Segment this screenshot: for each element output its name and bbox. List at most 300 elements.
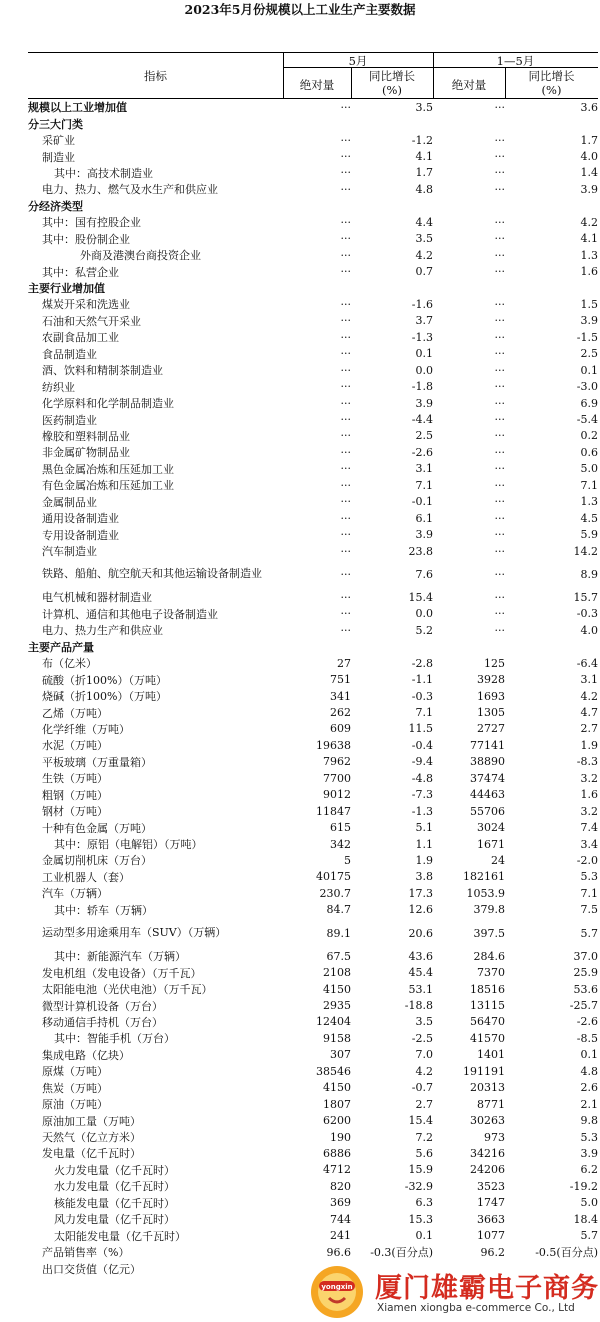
row-ytd-abs: 1693 [477, 689, 505, 703]
row-ytd-abs: 973 [484, 1130, 505, 1144]
row-ytd-yoy: 0.1 [580, 363, 598, 377]
row-may-yoy: -2.5 [411, 1031, 433, 1045]
row-ytd-yoy: 4.8 [580, 1064, 598, 1078]
table-row [28, 296, 598, 312]
row-indicator: 电气机械和器材制造业 [42, 591, 152, 605]
table-row [28, 411, 598, 427]
table-row [28, 477, 598, 493]
row-may-yoy: 4.8 [415, 182, 433, 196]
row-may-abs: 5 [344, 853, 351, 867]
row-indicator: 煤炭开采和洗选业 [42, 298, 130, 312]
row-indicator: 粗钢（万吨） [42, 788, 108, 802]
row-may-yoy: 4.1 [415, 150, 433, 164]
row-may-yoy: -32.9 [404, 1179, 433, 1193]
row-indicator: 专用设备制造业 [42, 528, 119, 542]
table-row [28, 964, 598, 980]
row-may-abs: 11847 [316, 804, 351, 818]
row-ytd-abs: ··· [494, 347, 505, 361]
header-divider-1 [283, 53, 284, 98]
row-ytd-yoy: 6.2 [580, 1163, 598, 1177]
table-row [28, 559, 598, 589]
row-ytd-yoy: 1.3 [580, 248, 598, 262]
row-ytd-abs: ··· [494, 248, 505, 262]
row-may-yoy: 15.4 [408, 1114, 433, 1128]
row-may-yoy: -1.3 [411, 330, 433, 344]
row-ytd-yoy: 4.2 [580, 689, 598, 703]
row-ytd-abs: 20313 [470, 1081, 505, 1095]
row-may-yoy: -1.2 [411, 133, 433, 147]
row-may-yoy: 3.5 [415, 232, 433, 246]
row-may-abs: 6886 [323, 1146, 351, 1160]
row-ytd-yoy: 5.7 [580, 1229, 598, 1243]
lion-mascot-icon [309, 1264, 365, 1320]
row-indicator: 有色金属冶炼和压延加工业 [42, 479, 174, 493]
row-may-yoy: -7.3 [411, 788, 433, 802]
row-indicator: 太阳能电池（光伏电池）（万千瓦） [42, 983, 213, 997]
section-header-row [28, 115, 598, 131]
row-ytd-yoy: 4.7 [580, 706, 598, 720]
table-top-rule [28, 52, 598, 53]
row-may-yoy [351, 280, 433, 296]
row-indicator: 平板玻璃（万重量箱） [42, 755, 152, 769]
header-period-may: 5月 [348, 54, 368, 68]
row-indicator: 出口交货值（亿元） [42, 1262, 141, 1276]
row-indicator: 原油（万吨） [42, 1098, 108, 1112]
table-row [28, 378, 598, 394]
row-indicator: 电力、热力生产和供应业 [42, 624, 163, 638]
row-ytd-abs: 77141 [470, 738, 505, 752]
table-row [28, 1227, 598, 1243]
row-may-abs: 6200 [323, 1114, 351, 1128]
table-row [28, 902, 598, 918]
row-indicator: 钢材（万吨） [42, 805, 108, 819]
row-may-abs: 27 [337, 656, 351, 670]
row-may-yoy: 15.9 [408, 1163, 433, 1177]
row-ytd-abs: 3663 [477, 1212, 505, 1226]
header-indicator: 指标 [144, 69, 167, 83]
row-ytd-yoy: 4.1 [580, 232, 598, 246]
row-ytd-yoy: -0.3 [576, 607, 598, 621]
row-may-abs: ··· [340, 363, 351, 377]
row-may-abs: ··· [340, 215, 351, 229]
row-may-yoy: -2.6 [411, 445, 433, 459]
table-row [28, 214, 598, 230]
row-ytd-yoy: 2.6 [580, 1081, 598, 1095]
row-may-abs: ··· [340, 182, 351, 196]
row-indicator: 微型计算机设备（万台） [42, 999, 163, 1013]
row-ytd-yoy: 0.2 [580, 429, 598, 443]
row-may-yoy: 0.1 [415, 347, 433, 361]
row-indicator: 规模以上工业增加值 [28, 101, 127, 115]
row-ytd-yoy: 5.3 [580, 870, 598, 884]
row-ytd-abs [433, 639, 505, 655]
row-indicator: 天然气（亿立方米） [42, 1131, 141, 1145]
table-row [28, 165, 598, 181]
table-row [28, 1129, 598, 1145]
row-ytd-abs: 24 [491, 853, 505, 867]
table-row [28, 1030, 598, 1046]
row-ytd-yoy: -19.2 [569, 1179, 598, 1193]
header-may-yoy-1: 同比增长 [369, 69, 415, 83]
row-ytd-yoy: 1.3 [580, 495, 598, 509]
data-table-body [28, 99, 598, 1277]
table-row [28, 671, 598, 687]
row-may-abs: ··· [340, 265, 351, 279]
row-indicator: 非金属矿物制品业 [42, 446, 130, 460]
table-row [28, 981, 598, 997]
row-indicator: 主要产品产量 [28, 640, 94, 654]
row-may-yoy: -1.6 [411, 297, 433, 311]
row-may-abs: 609 [330, 722, 351, 736]
header-ytd-abs: 绝对量 [451, 78, 487, 92]
table-row [28, 1145, 598, 1161]
row-indicator: 其中：高技术制造业 [54, 166, 153, 180]
badge-text: yongxin [321, 1283, 353, 1291]
row-may-abs: ··· [340, 567, 351, 581]
data-table [28, 99, 598, 1277]
row-may-yoy: -0.3 [411, 689, 433, 703]
row-may-yoy: 45.4 [408, 966, 433, 980]
row-may-yoy [351, 198, 433, 214]
header-period-ytd: 1—5月 [496, 54, 535, 68]
row-indicator: 乙烯（万吨） [42, 706, 108, 720]
table-row [28, 754, 598, 770]
row-ytd-yoy: 1.6 [580, 788, 598, 802]
row-ytd-yoy: 1.9 [580, 738, 598, 752]
row-ytd-yoy: 5.9 [580, 528, 598, 542]
row-may-yoy: 17.3 [408, 886, 433, 900]
row-ytd-yoy: -2.0 [576, 853, 598, 867]
row-indicator: 烧碱（折100%）（万吨） [42, 690, 167, 704]
row-may-abs: ··· [340, 314, 351, 328]
table-row [28, 1211, 598, 1227]
row-ytd-abs: 191191 [463, 1064, 505, 1078]
row-may-abs: 7700 [323, 771, 351, 785]
row-indicator: 原煤（万吨） [42, 1065, 108, 1079]
row-ytd-yoy: -1.5 [576, 330, 598, 344]
row-indicator: 计算机、通信和其他电子设备制造业 [42, 607, 218, 621]
row-ytd-yoy: 4.0 [580, 150, 598, 164]
row-may-abs: 4712 [323, 1163, 351, 1177]
row-ytd-abs: ··· [494, 232, 505, 246]
table-row [28, 181, 598, 197]
row-may-yoy: 3.1 [415, 462, 433, 476]
table-row [28, 1162, 598, 1178]
row-ytd-yoy: 7.5 [580, 903, 598, 917]
row-may-yoy: -0.7 [411, 1081, 433, 1095]
row-indicator: 其中：轿车（万辆） [54, 903, 153, 917]
row-may-yoy: -0.4 [411, 738, 433, 752]
table-row [28, 494, 598, 510]
row-indicator [28, 918, 283, 948]
table-row [28, 428, 598, 444]
row-ytd-abs: 284.6 [473, 949, 505, 963]
row-may-abs: ··· [340, 396, 351, 410]
row-indicator: 汽车（万辆） [42, 887, 108, 901]
row-ytd-yoy: 4.5 [580, 511, 598, 525]
row-indicator: 外商及港澳台商投资企业 [80, 249, 201, 263]
row-ytd-yoy: 53.6 [573, 982, 598, 996]
row-ytd-yoy: -8.3 [576, 755, 598, 769]
row-may-yoy: 0.0 [415, 607, 433, 621]
row-indicator: 化学原料和化学制品制造业 [42, 397, 174, 411]
row-indicator [28, 559, 283, 589]
table-row [28, 655, 598, 671]
row-ytd-abs: 125 [484, 656, 505, 670]
row-may-yoy: -18.8 [404, 999, 433, 1013]
row-ytd-yoy: 14.2 [573, 544, 598, 558]
row-ytd-abs: 1053.9 [466, 886, 505, 900]
header-divider-3 [433, 53, 434, 98]
row-may-yoy: -9.4 [411, 755, 433, 769]
row-indicator: 风力发电量（亿千瓦时） [54, 1213, 175, 1227]
row-may-abs: 2935 [323, 999, 351, 1013]
row-may-yoy: -4.4 [411, 413, 433, 427]
row-may-abs: 341 [330, 689, 351, 703]
row-ytd-abs: ··· [494, 330, 505, 344]
row-ytd-abs: ··· [494, 100, 505, 114]
table-row [28, 852, 598, 868]
row-may-abs: 4150 [323, 982, 351, 996]
row-may-yoy: 6.3 [415, 1196, 433, 1210]
header-ytd-yoy-1: 同比增长 [528, 69, 575, 83]
row-may-yoy: 0.0 [415, 363, 433, 377]
row-may-abs [283, 639, 351, 655]
row-indicator: 主要行业增加值 [28, 282, 105, 296]
row-may-abs: 307 [330, 1048, 351, 1062]
row-ytd-abs: 34216 [470, 1146, 505, 1160]
row-indicator: 其中：股份制企业 [42, 232, 130, 246]
row-may-abs: 96.6 [326, 1245, 351, 1259]
table-row [28, 132, 598, 148]
row-may-abs: 751 [330, 673, 351, 687]
row-may-abs: ··· [340, 150, 351, 164]
row-ytd-yoy: 2.5 [580, 347, 598, 361]
row-may-abs: ··· [340, 445, 351, 459]
row-ytd-yoy [505, 280, 598, 296]
table-row [28, 1014, 598, 1030]
header-may-abs: 绝对量 [299, 78, 335, 92]
row-ytd-abs: 1671 [477, 837, 505, 851]
row-may-abs: 9012 [323, 788, 351, 802]
table-row [28, 948, 598, 964]
row-ytd-abs: 24206 [470, 1163, 505, 1177]
table-row [28, 461, 598, 477]
row-ytd-yoy: -0.5(百分点) [535, 1246, 598, 1260]
row-ytd-yoy: 6.9 [580, 396, 598, 410]
row-ytd-yoy: 3.9 [580, 314, 598, 328]
row-ytd-abs: ··· [494, 297, 505, 311]
row-ytd-yoy [505, 198, 598, 214]
row-may-abs: ··· [340, 495, 351, 509]
row-indicator: 金属切削机床（万台） [42, 854, 152, 868]
row-may-yoy: -1.3 [411, 804, 433, 818]
row-may-yoy: 6.1 [415, 511, 433, 525]
table-row [28, 1178, 598, 1194]
row-may-yoy: 7.6 [415, 567, 433, 581]
row-ytd-abs: ··· [494, 567, 505, 581]
row-indicator: 发电量（亿千瓦时） [42, 1147, 141, 1161]
row-ytd-yoy: -5.4 [576, 413, 598, 427]
table-row [28, 346, 598, 362]
row-ytd-yoy: 1.7 [580, 133, 598, 147]
row-ytd-abs: ··· [494, 363, 505, 377]
row-may-abs: 40175 [316, 870, 351, 884]
row-ytd-yoy: -25.7 [569, 999, 598, 1013]
row-ytd-yoy: 7.4 [580, 821, 598, 835]
row-may-yoy [351, 115, 433, 131]
row-ytd-abs: ··· [494, 182, 505, 196]
row-indicator: 橡胶和塑料制品业 [42, 429, 130, 443]
row-indicator: 石油和天然气开采业 [42, 314, 141, 328]
row-indicator: 移动通信手持机（万台） [42, 1015, 163, 1029]
row-ytd-abs [433, 198, 505, 214]
table-row [28, 721, 598, 737]
row-may-abs: ··· [340, 429, 351, 443]
row-may-yoy: 53.1 [408, 982, 433, 996]
row-indicator: 电力、热力、燃气及水生产和供应业 [42, 183, 218, 197]
row-ytd-yoy: 5.0 [580, 1196, 598, 1210]
row-may-abs [283, 280, 351, 296]
row-ytd-abs: 397.5 [473, 926, 505, 940]
row-may-yoy: 12.6 [408, 903, 433, 917]
table-row [28, 688, 598, 704]
row-ytd-abs: 96.2 [480, 1245, 505, 1259]
row-ytd-abs: ··· [494, 380, 505, 394]
row-ytd-abs: 3928 [477, 673, 505, 687]
row-ytd-yoy: 1.5 [580, 297, 598, 311]
row-may-yoy: -2.8 [411, 656, 433, 670]
row-ytd-yoy: 4.0 [580, 623, 598, 637]
row-ytd-abs: ··· [494, 544, 505, 558]
row-may-abs: 89.1 [326, 926, 351, 940]
row-indicator: 农副食品加工业 [42, 331, 119, 345]
row-may-yoy: 0.1 [415, 1229, 433, 1243]
row-ytd-yoy: 2.7 [580, 722, 598, 736]
row-indicator: 产品销售率（%） [42, 1246, 130, 1260]
row-ytd-abs: ··· [494, 623, 505, 637]
table-row [28, 803, 598, 819]
table-row [28, 704, 598, 720]
row-indicator: 纺织业 [42, 380, 75, 394]
row-ytd-yoy: 9.8 [580, 1114, 598, 1128]
page-title: 2023年5月份规模以上工业生产主要数据 [184, 2, 416, 17]
row-ytd-abs: ··· [494, 314, 505, 328]
row-may-abs: ··· [340, 590, 351, 604]
row-ytd-abs: ··· [494, 511, 505, 525]
row-ytd-yoy: 7.1 [580, 478, 598, 492]
table-row [28, 918, 598, 948]
row-indicator-text: 运动型多用途乘用车（SUV）（万辆） [42, 926, 227, 939]
row-may-yoy: 15.3 [408, 1212, 433, 1226]
row-ytd-abs: 1077 [477, 1229, 505, 1243]
table-row [28, 1063, 598, 1079]
table-row [28, 263, 598, 279]
row-may-abs: 820 [330, 1179, 351, 1193]
row-indicator: 生铁（万吨） [42, 772, 108, 786]
row-ytd-abs: 3024 [477, 821, 505, 835]
row-indicator: 其中：国有控股企业 [42, 216, 141, 230]
row-may-abs: 744 [330, 1212, 351, 1226]
row-ytd-abs: ··· [494, 166, 505, 180]
row-may-abs: ··· [340, 413, 351, 427]
row-may-yoy [351, 639, 433, 655]
header-divider-2 [351, 67, 352, 98]
row-ytd-yoy: 1.6 [580, 265, 598, 279]
row-ytd-abs: 8771 [477, 1097, 505, 1111]
row-ytd-yoy: 3.9 [580, 182, 598, 196]
table-row [28, 148, 598, 164]
row-ytd-yoy: 2.1 [580, 1097, 598, 1111]
table-row [28, 770, 598, 786]
row-may-yoy: 4.2 [415, 248, 433, 262]
row-may-yoy: 5.2 [415, 623, 433, 637]
row-indicator: 黑色金属冶炼和压延加工业 [42, 462, 174, 476]
row-may-abs: ··· [340, 347, 351, 361]
row-may-abs: 9158 [323, 1031, 351, 1045]
row-indicator: 分三大门类 [28, 117, 83, 131]
row-may-abs: ··· [340, 478, 351, 492]
row-ytd-yoy: 37.0 [573, 949, 598, 963]
row-ytd-abs: ··· [494, 429, 505, 443]
row-may-abs: ··· [340, 607, 351, 621]
row-indicator: 其中：新能源汽车（万辆） [54, 950, 186, 964]
row-ytd-yoy: 5.3 [580, 1130, 598, 1144]
row-ytd-abs: ··· [494, 528, 505, 542]
row-indicator: 分经济类型 [28, 199, 83, 213]
row-may-yoy: 5.6 [415, 1146, 433, 1160]
row-may-abs: ··· [340, 544, 351, 558]
section-header-row [28, 198, 598, 214]
table-row [28, 885, 598, 901]
row-ytd-abs: 13115 [470, 999, 505, 1013]
row-indicator: 采矿业 [42, 134, 75, 148]
table-row [28, 247, 598, 263]
section-header-row [28, 280, 598, 296]
row-ytd-abs: 55706 [470, 804, 505, 818]
row-ytd-abs: ··· [494, 607, 505, 621]
table-row [28, 395, 598, 411]
row-ytd-yoy: 15.7 [573, 590, 598, 604]
row-ytd-abs: 1401 [477, 1048, 505, 1062]
row-may-yoy: 3.5 [415, 100, 433, 114]
table-row [28, 869, 598, 885]
table-row [28, 1244, 598, 1260]
row-ytd-abs: ··· [494, 150, 505, 164]
row-indicator: 太阳能发电量（亿千瓦时） [54, 1229, 186, 1243]
row-may-abs: ··· [340, 297, 351, 311]
row-may-yoy: 0.7 [415, 265, 433, 279]
row-indicator: 医药制造业 [42, 413, 97, 427]
row-ytd-abs: 1747 [477, 1196, 505, 1210]
row-ytd-abs: 182161 [463, 870, 505, 884]
row-may-abs: ··· [340, 462, 351, 476]
row-ytd-yoy: 0.1 [580, 1048, 598, 1062]
row-may-abs: 369 [330, 1196, 351, 1210]
row-may-abs: 19638 [316, 738, 351, 752]
row-ytd-yoy: 25.9 [573, 966, 598, 980]
brand-watermark [305, 1262, 600, 1322]
row-indicator: 制造业 [42, 150, 75, 164]
table-row [28, 787, 598, 803]
table-row [28, 622, 598, 638]
row-may-yoy: 23.8 [408, 544, 433, 558]
row-may-abs: 2108 [323, 966, 351, 980]
row-may-yoy: 1.1 [415, 837, 433, 851]
row-indicator: 工业机器人（套） [42, 870, 130, 884]
row-may-abs: ··· [340, 100, 351, 114]
row-ytd-abs: 56470 [470, 1015, 505, 1029]
